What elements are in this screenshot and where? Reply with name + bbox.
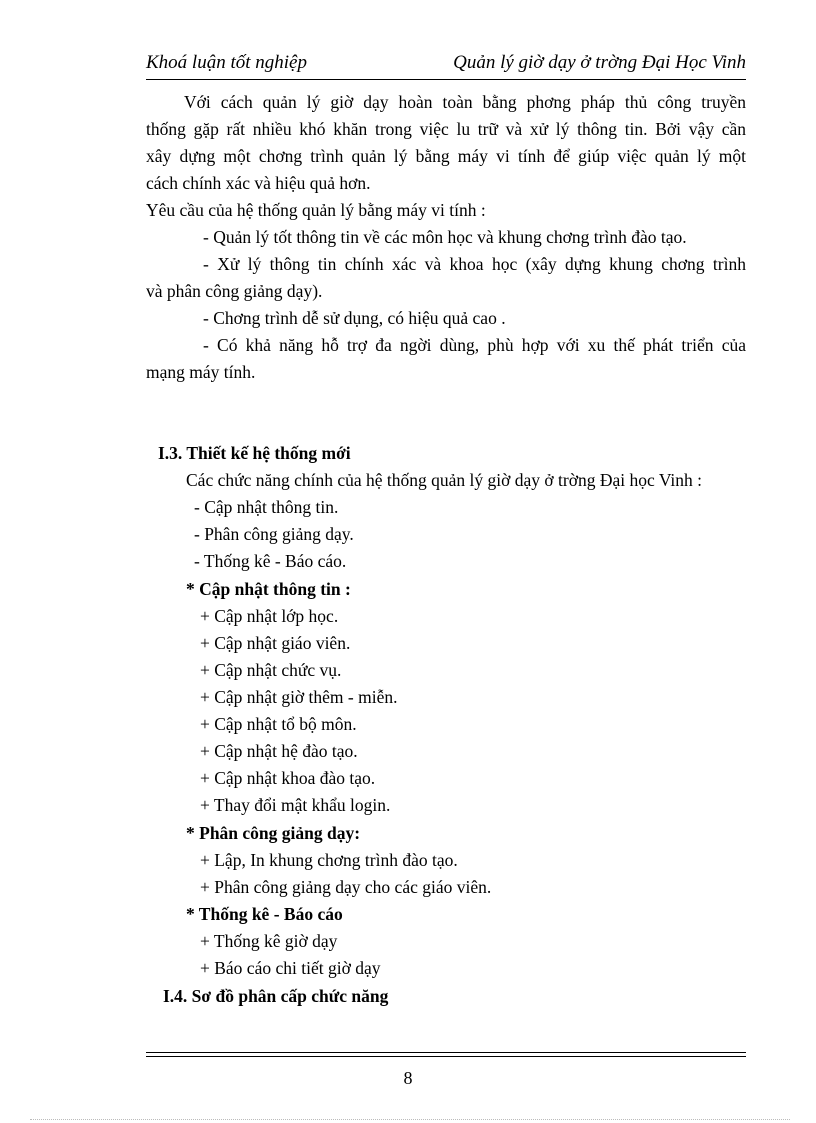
report-item: + Báo cáo chi tiết giờ dạy: [200, 958, 381, 978]
assign-item: + Phân công giảng dạy cho các giáo viên.: [200, 877, 492, 897]
intro-line-2: thống gặp rất nhiều khó khăn trong việc lu trữ và xử lý thông tin. Bởi vậy cần: [146, 119, 746, 139]
requirement-4a: - Có khả năng hỗ trợ đa ngời dùng, phù hợp với xu thế phát triển của: [203, 335, 746, 355]
update-item: + Cập nhật giờ thêm - miễn.: [200, 687, 398, 707]
update-item: + Cập nhật lớp học.: [200, 606, 339, 626]
update-item: + Cập nhật khoa đào tạo.: [200, 768, 376, 788]
update-item: + Cập nhật tổ bộ môn.: [200, 714, 357, 734]
running-header: [146, 52, 746, 80]
requirement-4b: mạng máy tính.: [146, 362, 256, 382]
header-right: Quản lý giờ dạy ở trờng Đại Học Vinh: [453, 52, 746, 73]
report-item: + Thống kê giờ dạy: [200, 931, 338, 951]
header-rule: [146, 79, 746, 80]
report-title: * Thống kê - Báo cáo: [186, 904, 343, 924]
page-number: 8: [403, 1068, 413, 1088]
page-edge-dots: [30, 1119, 790, 1120]
function-item: - Phân công giảng dạy.: [194, 524, 354, 544]
update-item: + Thay đổi mật khẩu login.: [200, 795, 391, 815]
function-item: - Thống kê - Báo cáo.: [194, 551, 347, 571]
function-item: - Cập nhật thông tin.: [194, 497, 339, 517]
intro-line-1: Với cách quản lý giờ dạy hoàn toàn bằng phơng pháp thủ công truyền: [184, 92, 746, 112]
requirement-2b: và phân công giảng dạy).: [146, 281, 323, 301]
header-left: Khoá luận tốt nghiệp: [146, 52, 307, 73]
requirement-3: - Chơng trình dễ sử dụng, có hiệu quả cao .: [203, 308, 506, 328]
update-item: + Cập nhật giáo viên.: [200, 633, 351, 653]
requirements-title: Yêu cầu của hệ thống quản lý bằng máy vi tính :: [146, 200, 486, 220]
assign-item: + Lập, In khung chơng trình đào tạo.: [200, 850, 458, 870]
update-item: + Cập nhật hệ đào tạo.: [200, 741, 358, 761]
update-item: + Cập nhật chức vụ.: [200, 660, 342, 680]
requirement-2a: - Xử lý thông tin chính xác và khoa học (xây dựng khung chơng trình: [203, 254, 746, 274]
footer-rule: [146, 1052, 746, 1053]
section-1-4-title: I.4. Sơ đồ phân cấp chức năng: [163, 986, 389, 1006]
intro-line-3: xây dựng một chơng trình quản lý bằng máy vi tính để giúp việc quản lý một: [146, 146, 746, 166]
intro-line-4: cách chính xác và hiệu quả hơn.: [146, 173, 371, 193]
update-info-title: * Cập nhật thông tin :: [186, 579, 351, 599]
section-1-3-intro: Các chức năng chính của hệ thống quản lý giờ dạy ở trờng Đại học Vinh :: [186, 470, 703, 490]
requirement-1: - Quản lý tốt thông tin về các môn học và khung chơng trình đào tạo.: [203, 227, 687, 247]
section-1-3-title: I.3. Thiết kế hệ thống mới: [158, 443, 351, 463]
footer-rule: [146, 1056, 746, 1057]
assign-title: * Phân công giảng dạy:: [186, 823, 361, 843]
